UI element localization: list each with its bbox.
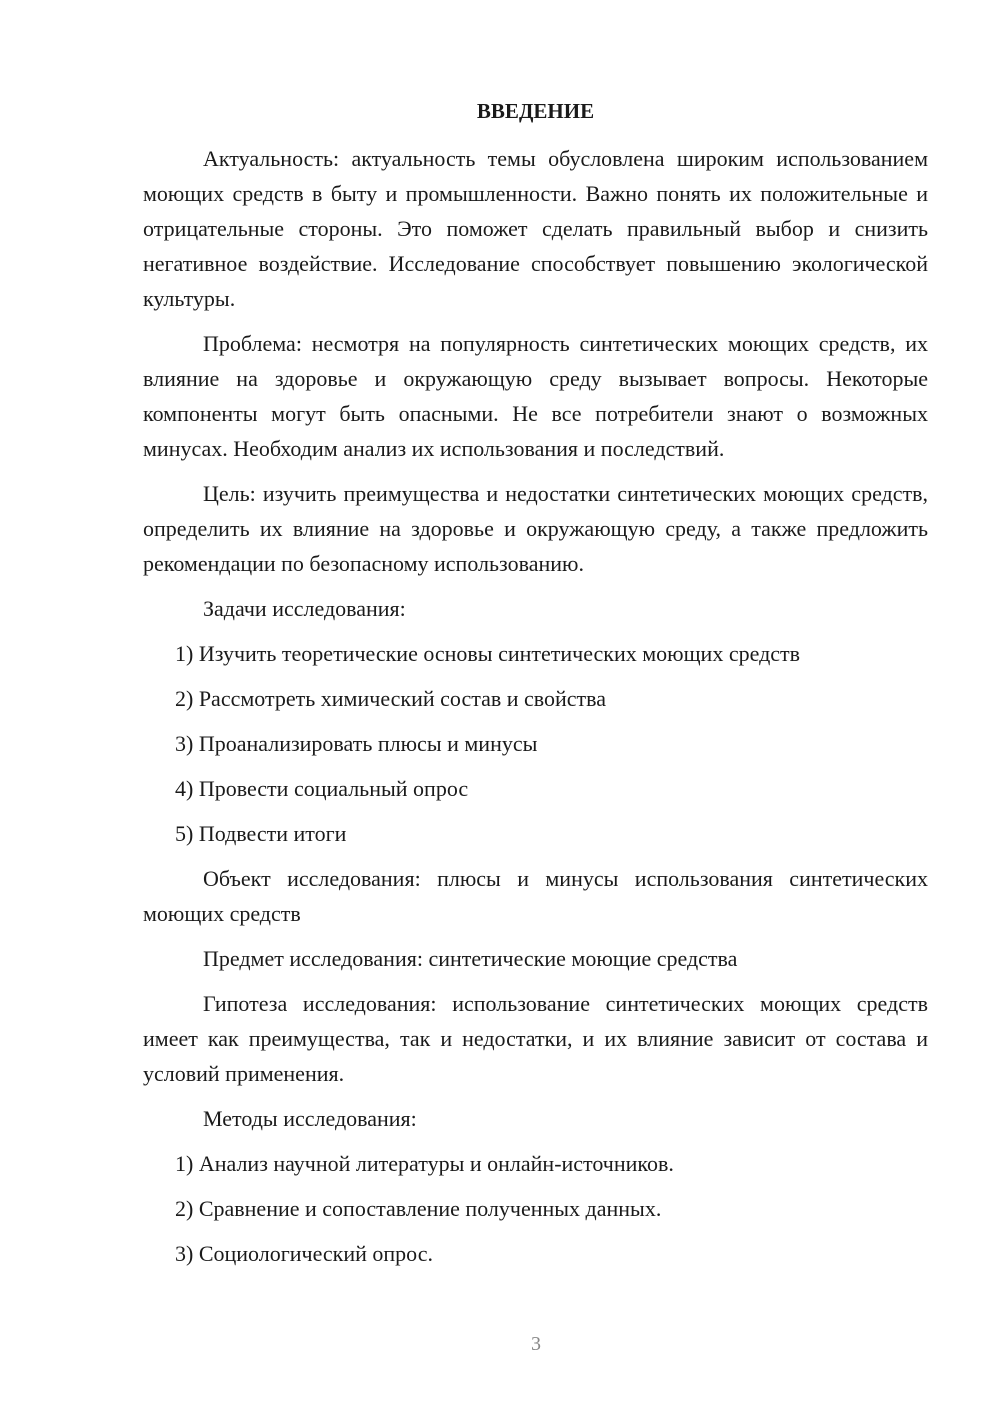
task-item: 3) Проанализировать плюсы и минусы [175,731,538,756]
task-item: 4) Провести социальный опрос [175,776,469,801]
page-number: 3 [531,1333,541,1355]
relevance-paragraph: Актуальность: актуальность темы обусловлена широким использованием моющих средств в быту и промышленности. Важно понять их положительные и отрицательные стороны. Это поможет сделать правильный выбор и снизить негативное воздействие. Исследование способствует повышению экологической культуры. [143,146,928,311]
section-title: ВВЕДЕНИЕ [476,99,595,123]
tasks-heading: Задачи исследования: [203,596,406,621]
methods-heading: Методы исследования: [203,1106,417,1131]
subject-paragraph: Предмет исследования: синтетические моющие средства [203,946,738,971]
task-item: 2) Рассмотреть химический состав и свойства [175,686,607,711]
method-item: 2) Сравнение и сопоставление полученных данных. [175,1196,662,1221]
goal-paragraph: Цель: изучить преимущества и недостатки синтетических моющих средств, определить их влияние на здоровье и окружающую среду, а также предложить рекомендации по безопасному использованию. [143,481,928,576]
method-item: 3) Социологический опрос. [175,1241,433,1266]
object-paragraph: Объект исследования: плюсы и минусы использования синтетических моющих средств [143,866,928,926]
problem-paragraph: Проблема: несмотря на популярность синтетических моющих средств, их влияние на здоровье и окружающую среду вызывает вопросы. Некоторые компоненты могут быть опасными. Не все потребители знают о возможных минусах. Необходим анализ их использования и последствий. [143,331,928,461]
task-item: 5) Подвести итоги [175,821,347,846]
hypothesis-paragraph: Гипотеза исследования: использование синтетических моющих средств имеет как преимущества, так и недостатки, и их влияние зависит от состава и условий применения. [143,991,928,1086]
method-item: 1) Анализ научной литературы и онлайн-источников. [175,1151,674,1176]
task-item: 1) Изучить теоретические основы синтетических моющих средств [175,641,801,666]
document-page [143,96,928,1281]
